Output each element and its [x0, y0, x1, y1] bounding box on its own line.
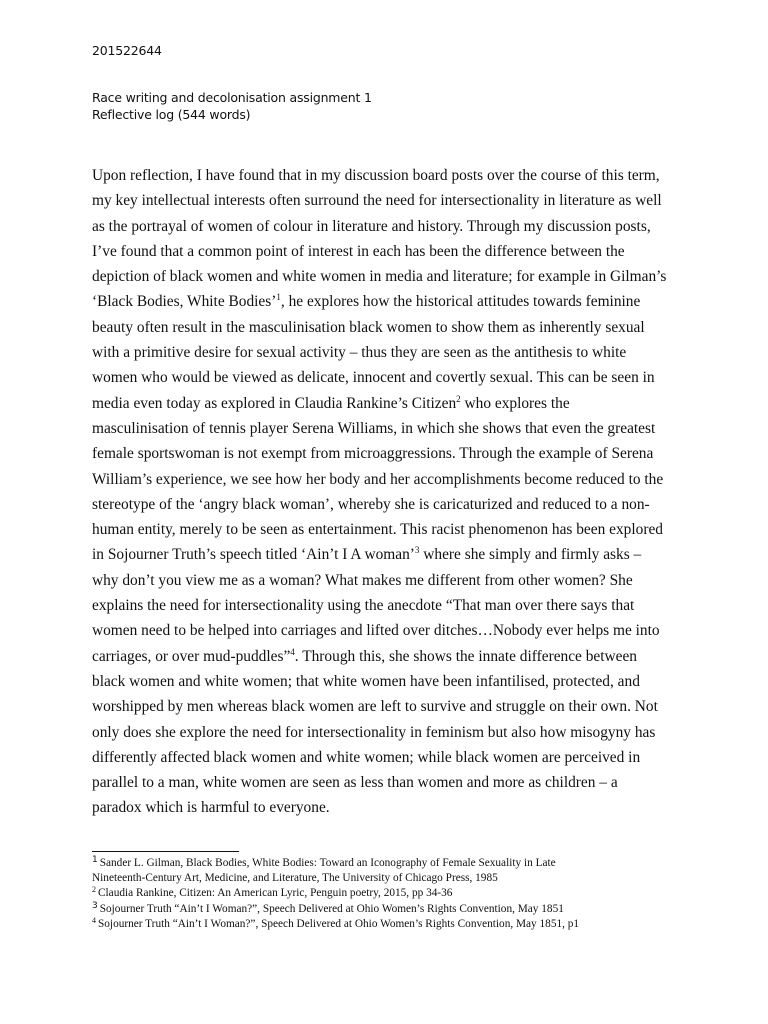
- body-text-segment: my key intellectual interests often surround the need for intersectionality in literature as well: [92, 192, 662, 210]
- footnote-separator: [92, 851, 239, 852]
- body-line: [92, 745, 682, 770]
- body-line: [92, 593, 682, 618]
- student-id: 201522644: [92, 43, 162, 58]
- body-text-segment: only does she explore the need for intersectionality in feminism but also how misogyny has: [92, 723, 656, 741]
- body-text-segment: in Sojourner Truth’s speech titled ‘Ain’t I A woman’: [92, 546, 415, 564]
- body-text-segment: , he explores how the historical attitudes towards feminine: [280, 293, 641, 311]
- footnote-number: 2: [92, 885, 96, 895]
- body-text-segment: depiction of black women and white women in media and literature; for example in Gilman’s: [92, 268, 667, 286]
- body-text-segment: explains the need for intersectionality using the anecdote “That man over there says that: [92, 597, 635, 615]
- body-line: [92, 315, 682, 340]
- body-text-segment: I’ve found that a common point of interest in each has been the difference between the: [92, 242, 625, 260]
- footnote: [92, 886, 579, 901]
- footnote-reference: 2: [456, 393, 461, 404]
- body-text-segment: where she simply and firmly asks –: [419, 546, 642, 564]
- body-text-segment: human entity, merely to be seen as entertainment. This racist phenomenon has been explored: [92, 521, 663, 539]
- body-text-segment: who explores the: [460, 394, 570, 412]
- body-line: [92, 264, 682, 289]
- footnote: [92, 856, 579, 871]
- body-line: [92, 795, 682, 820]
- reflective-log-body: [92, 163, 682, 821]
- body-line: [92, 188, 682, 213]
- footnote-text: Sojourner Truth “Ain’t I Woman?”, Speech Delivered at Ohio Women’s Rights Convention, May 1851: [99, 902, 564, 915]
- assignment-subtitle: Reflective log (544 words): [92, 107, 251, 122]
- body-text-segment: female sportswoman is not exempt from microaggressions. Through the example of Serena: [92, 445, 654, 463]
- body-line: [92, 239, 682, 264]
- footnote: [92, 917, 579, 932]
- body-text-segment: beauty often result in the masculinisation black women to show them as inherently sexual: [92, 318, 645, 336]
- assignment-heading: [92, 89, 372, 123]
- body-line: [92, 441, 682, 466]
- body-text-segment: differently affected black women and white women; while black women are perceived in: [92, 748, 641, 766]
- body-text-segment: women who would be viewed as delicate, innocent and covertly sexual. This can be seen in: [92, 369, 655, 387]
- body-text-segment: Upon reflection, I have found that in my discussion board posts over the course of this term,: [92, 167, 660, 184]
- body-line: [92, 694, 682, 719]
- footnote-text: Sander L. Gilman, Black Bodies, White Bodies: Toward an Iconography of Female Sexuality in Late: [99, 857, 556, 869]
- body-line: [92, 542, 682, 567]
- body-line: [92, 416, 682, 441]
- body-line: [92, 770, 682, 795]
- footnote-text: Claudia Rankine, Citizen: An American Lyric, Penguin poetry, 2015, pp 34-36: [98, 887, 453, 900]
- footnote-number: 3: [92, 900, 98, 911]
- footnote-reference: 4: [290, 646, 295, 657]
- body-text-segment: . Through this, she shows the innate difference between: [294, 647, 638, 665]
- body-line: [92, 618, 682, 643]
- body-text-segment: women need to be helped into carriages and lifted over ditches…Nobody ever helps me into: [92, 622, 660, 640]
- footnote-number: 1: [92, 855, 98, 865]
- body-text-segment: carriages, or over mud-puddles”: [92, 647, 291, 665]
- body-text-segment: masculinisation of tennis player Serena Williams, in which she shows that even the greatest: [92, 419, 656, 437]
- body-line: [92, 644, 682, 669]
- footnote-number: 4: [92, 915, 96, 925]
- body-line: [92, 163, 682, 188]
- body-line: [92, 720, 682, 745]
- body-line: [92, 467, 682, 492]
- body-line: [92, 669, 682, 694]
- body-line: [92, 340, 682, 365]
- footnote-reference: 3: [414, 545, 420, 556]
- footnote-reference: 1: [276, 292, 281, 303]
- body-line: [92, 365, 682, 390]
- body-text-segment: parallel to a man, white women are seen as less than women and more as children – a: [92, 774, 618, 792]
- body-text-segment: why don’t you view me as a woman? What makes me different from other women? She: [92, 571, 633, 589]
- footnotes: [92, 856, 579, 932]
- body-line: [92, 517, 682, 542]
- footnote: [92, 902, 579, 917]
- body-text-segment: black women and white women; that white women have been infantilised, protected, and: [92, 672, 640, 690]
- body-line: [92, 492, 682, 517]
- body-text-segment: ‘Black Bodies, White Bodies’: [92, 293, 277, 311]
- body-line: [92, 568, 682, 593]
- body-text-segment: worshipped by men whereas black women are left to survive and struggle on their own. Not: [92, 698, 658, 716]
- assignment-title: Race writing and decolonisation assignment 1: [92, 90, 372, 105]
- body-line: [92, 391, 682, 416]
- footnote-text: Sojourner Truth “Ain’t I Woman?”, Speech Delivered at Ohio Women’s Rights Convention, May 1851, p1: [98, 917, 580, 930]
- body-text-segment: William’s experience, we see how her body and her accomplishments become reduced to the: [92, 470, 664, 488]
- footnote-text: Nineteenth-Century Art, Medicine, and Literature, The University of Chicago Press, 1985: [92, 872, 498, 885]
- body-line: [92, 214, 682, 239]
- body-text-segment: paradox which is harmful to everyone.: [92, 799, 330, 817]
- body-text-segment: media even today as explored in Claudia Rankine’s Citizen: [92, 394, 457, 412]
- body-line: [92, 289, 682, 314]
- footnote: [92, 871, 579, 886]
- body-text-segment: with a primitive desire for sexual activity – thus they are seen as the antithesis to white: [92, 344, 627, 362]
- body-text-segment: stereotype of the ‘angry black woman’, whereby she is caricaturized and reduced to a non-: [92, 495, 650, 513]
- body-text-segment: as the portrayal of women of colour in literature and history. Through my discussion posts,: [92, 217, 651, 235]
